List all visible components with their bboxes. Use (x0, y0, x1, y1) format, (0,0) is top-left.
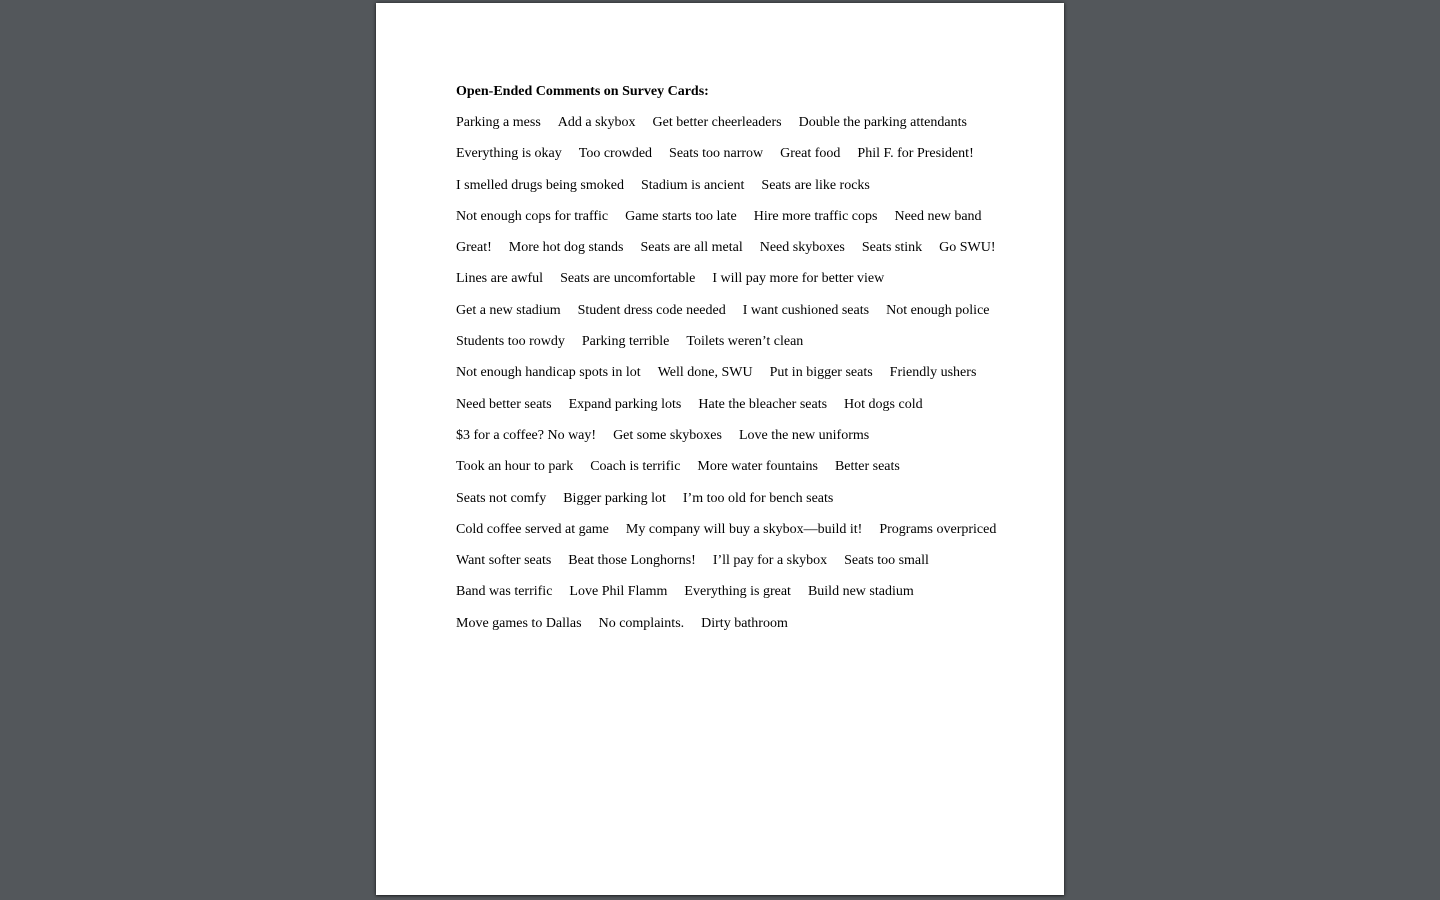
comment-row (456, 177, 1016, 208)
survey-comment: Hot dogs cold (844, 396, 923, 412)
survey-comment: I’m too old for bench seats (682, 490, 834, 506)
survey-comment: Well done, SWU (657, 365, 753, 381)
survey-comment: Get a new stadium (456, 302, 561, 318)
comment-row (456, 552, 1016, 583)
survey-comment: Everything is great (684, 584, 791, 600)
comment-row (456, 145, 1016, 176)
comment-row (456, 458, 1016, 489)
survey-comment: Love Phil Flamm (569, 584, 668, 600)
survey-comment: Hire more traffic cops (753, 208, 878, 224)
survey-comment: I want cushioned seats (742, 302, 870, 318)
comment-row (456, 239, 1016, 270)
survey-comment: Add a skybox (557, 115, 636, 130)
comment-row (456, 333, 1016, 364)
survey-comment: Dirty bathroom (701, 615, 788, 631)
survey-comment: Toilets weren’t clean (686, 334, 804, 350)
survey-comment: Student dress code needed (577, 302, 726, 318)
survey-comment: Build new stadium (807, 584, 914, 600)
survey-comment: Parking a mess (456, 115, 541, 130)
survey-comment: Stadium is ancient (640, 177, 745, 193)
comment-row (456, 583, 1016, 614)
comment-row (456, 364, 1016, 395)
page-content (456, 83, 1016, 646)
survey-comment: Phil F. for President! (857, 146, 974, 162)
comments-list (456, 114, 1016, 646)
comment-row (456, 427, 1016, 458)
comment-row (456, 396, 1016, 427)
comment-row (456, 521, 1016, 552)
survey-comment: Beat those Longhorns! (568, 553, 696, 569)
survey-comment: Programs overpriced (879, 521, 997, 537)
comment-row (456, 208, 1016, 239)
survey-comment: Expand parking lots (568, 396, 682, 412)
survey-comment: I smelled drugs being smoked (456, 177, 624, 193)
survey-comment: Great! (456, 240, 492, 256)
survey-comment: Game starts too late (625, 208, 737, 224)
survey-comment: Everything is okay (456, 146, 562, 162)
survey-comment: Band was terrific (456, 584, 553, 600)
comment-row (456, 490, 1016, 521)
survey-comment: I’ll pay for a skybox (712, 553, 828, 569)
survey-comment: I will pay more for better view (712, 271, 885, 287)
survey-comment: Lines are awful (456, 271, 544, 287)
survey-comment: Seats not comfy (456, 490, 547, 506)
survey-comment: Took an hour to park (456, 459, 574, 475)
survey-comment: $3 for a coffee? No way! (456, 427, 597, 443)
survey-comment: Not enough police (886, 302, 990, 318)
survey-comment: Seats are uncomfortable (560, 271, 696, 287)
survey-comment: Cold coffee served at game (456, 521, 609, 537)
comment-row (456, 615, 1016, 646)
comment-row (456, 114, 1016, 145)
comment-row (456, 302, 1016, 333)
survey-comment: Need new band (894, 208, 982, 224)
survey-comment: Get some skyboxes (613, 427, 722, 443)
survey-comment: Get better cheerleaders (652, 115, 782, 130)
survey-comment: Great food (780, 146, 841, 162)
document-page (376, 3, 1064, 895)
survey-comment: More water fountains (697, 459, 818, 475)
survey-comment: Not enough handicap spots in lot (456, 365, 641, 381)
survey-comment: Friendly ushers (889, 365, 977, 381)
survey-comment: Seats too narrow (669, 146, 764, 162)
survey-comment: Too crowded (578, 146, 653, 162)
survey-comment: Want softer seats (456, 553, 552, 569)
survey-comment: Put in bigger seats (769, 365, 873, 381)
survey-comment: Not enough cops for traffic (456, 208, 609, 224)
survey-comment: Bigger parking lot (563, 490, 666, 506)
survey-comment: Better seats (834, 459, 900, 475)
survey-comment: Go SWU! (939, 240, 996, 256)
comment-row (456, 270, 1016, 301)
survey-comment: Need skyboxes (759, 240, 845, 256)
survey-comment: Need better seats (456, 396, 552, 412)
survey-comment: Seats are all metal (640, 240, 743, 256)
survey-comment: Seats stink (861, 240, 923, 256)
survey-comment: Move games to Dallas (456, 615, 582, 631)
survey-comment: Double the parking attendants (798, 115, 967, 130)
survey-comment: Seats are like rocks (761, 177, 870, 193)
survey-comment: More hot dog stands (508, 240, 624, 256)
section-heading: Open-Ended Comments on Survey Cards: (456, 84, 709, 99)
survey-comment: Love the new uniforms (738, 427, 870, 443)
survey-comment: Parking terrible (581, 334, 670, 350)
survey-comment: Students too rowdy (456, 334, 565, 350)
survey-comment: Coach is terrific (590, 459, 681, 475)
survey-comment: Seats too small (844, 553, 929, 569)
survey-comment: Hate the bleacher seats (698, 396, 828, 412)
survey-comment: My company will buy a skybox—build it! (625, 521, 863, 537)
survey-comment: No complaints. (598, 615, 685, 631)
